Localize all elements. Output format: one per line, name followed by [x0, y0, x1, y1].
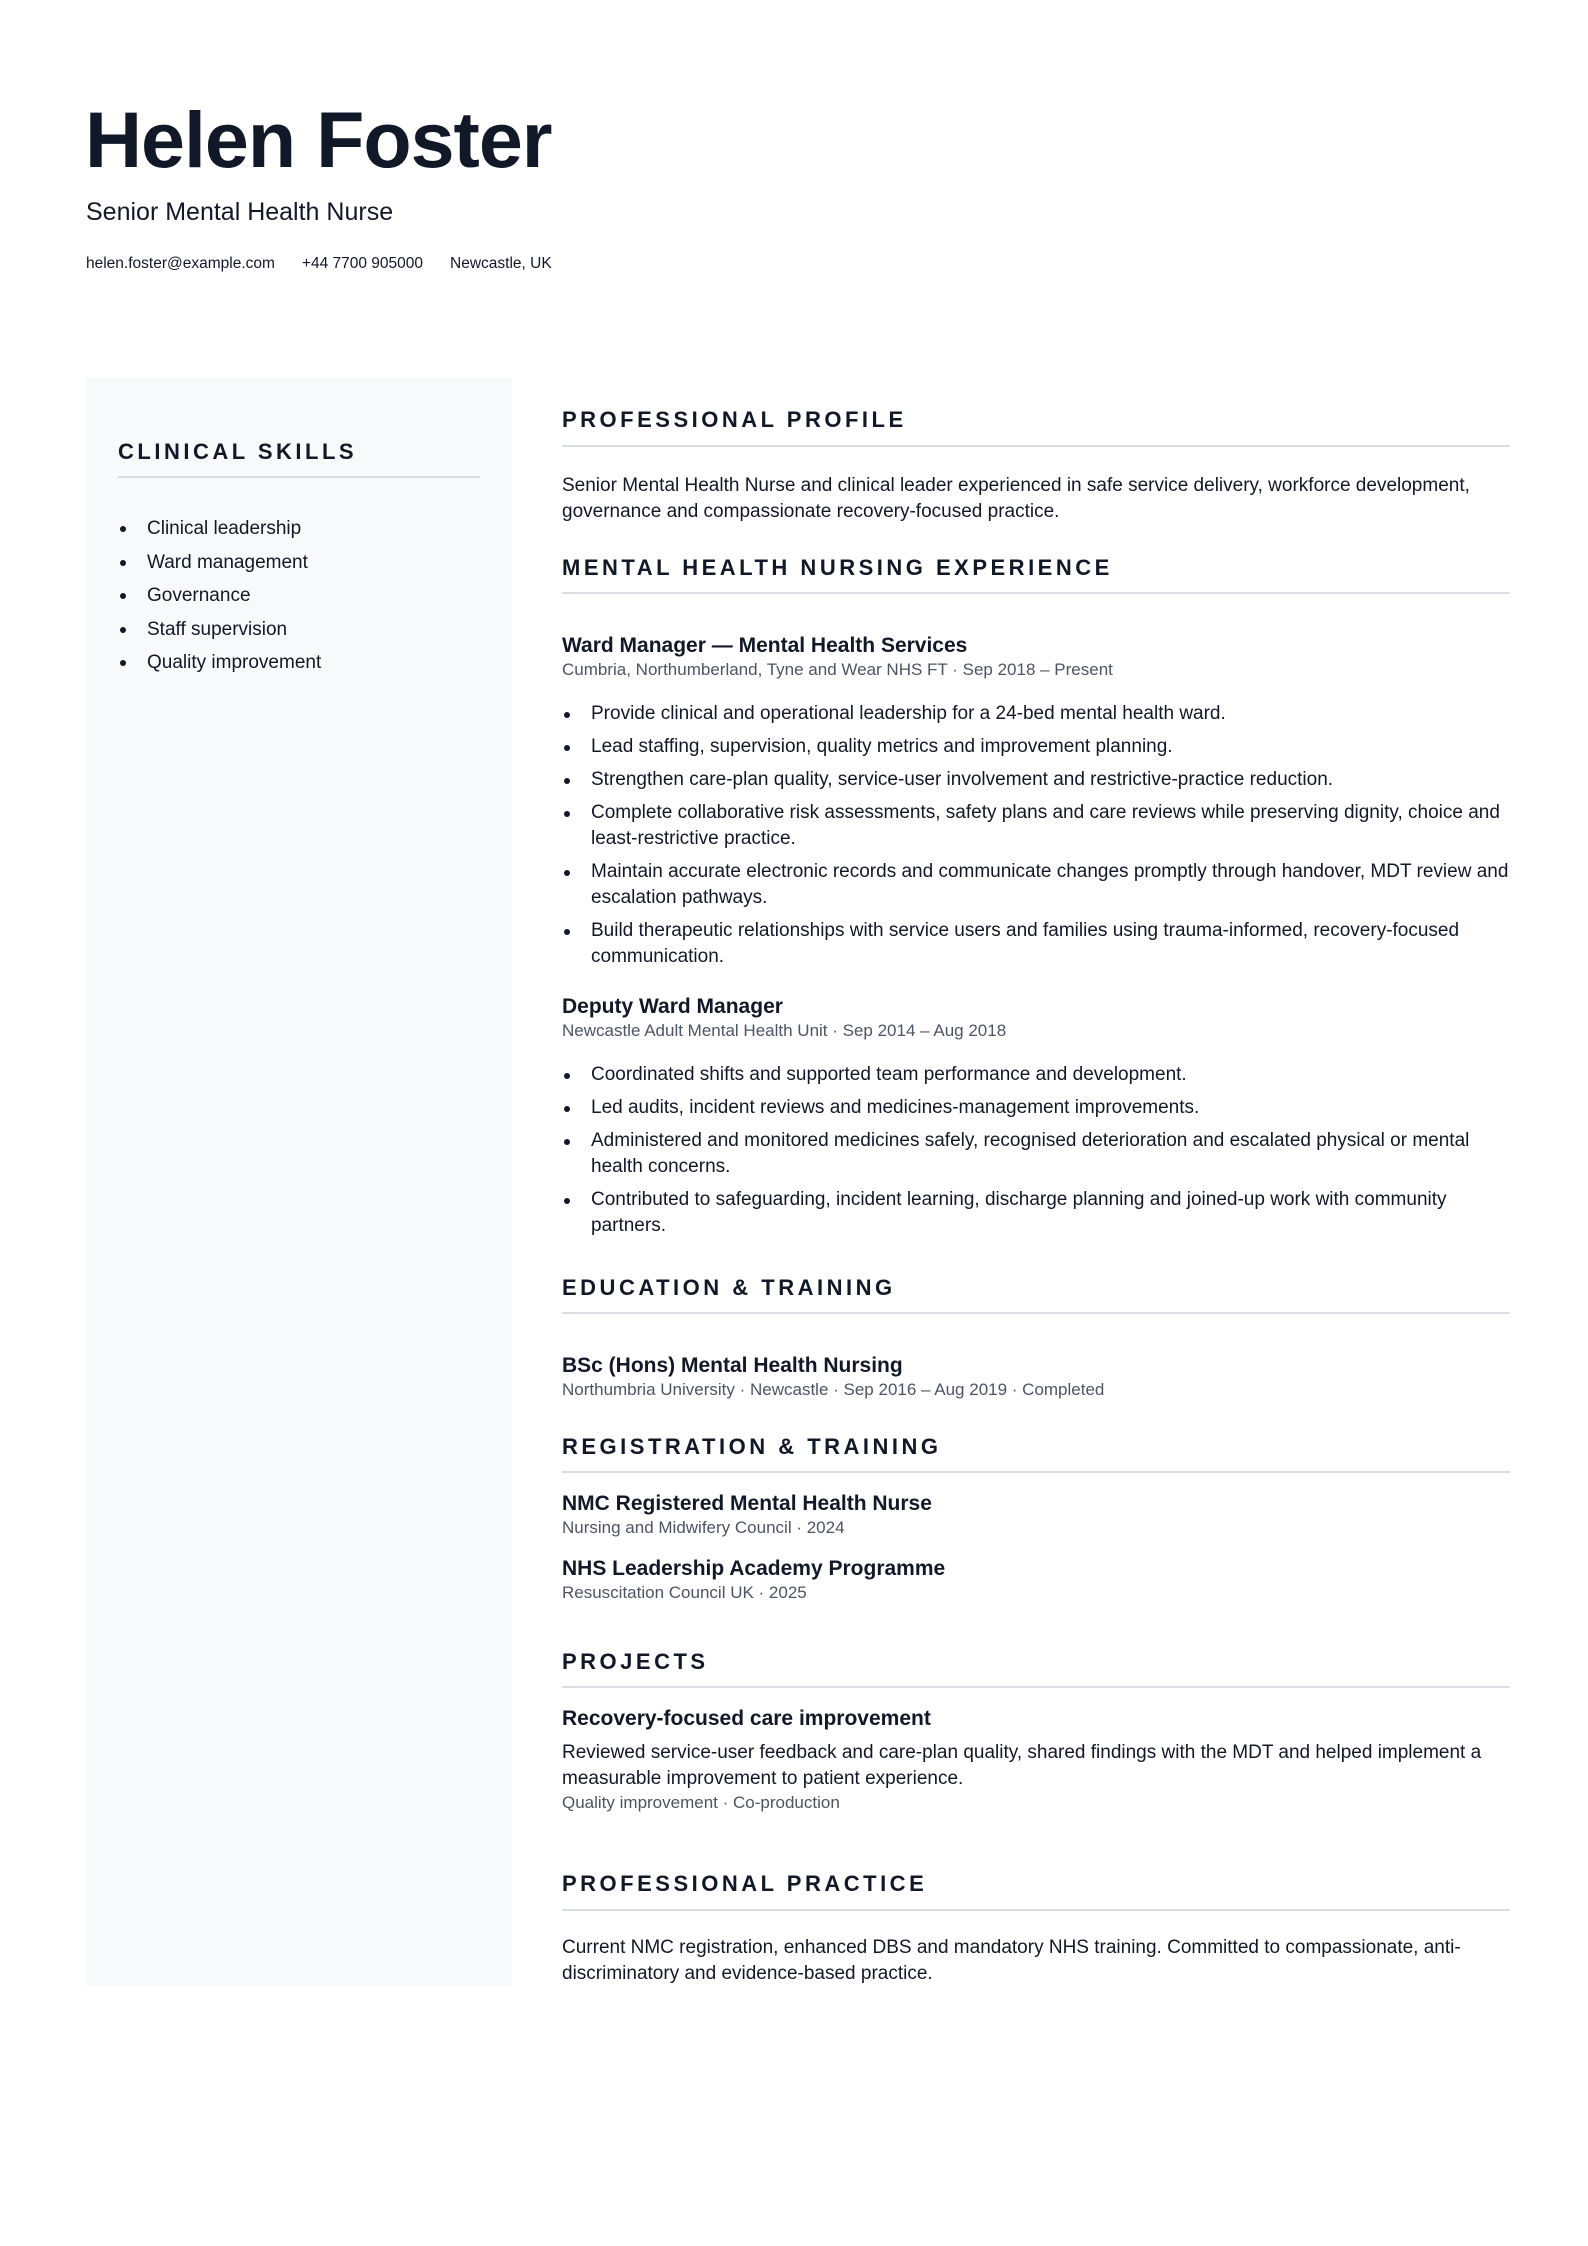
- profile-text: Senior Mental Health Nurse and clinical leader experienced in safe service delivery, workforce development, governance and compassionate recovery-focused practice.: [562, 475, 1470, 522]
- registration-heading: REGISTRATION & TRAINING: [562, 1434, 942, 1459]
- job-bullet: Administered and monitored medicines safely, recognised deterioration and escalated physical or mental health concerns.: [562, 1128, 1510, 1180]
- practice-divider: [562, 1909, 1510, 1911]
- job-meta: Cumbria, Northumberland, Tyne and Wear NHS FT · Sep 2018 – Present: [562, 660, 1113, 679]
- job-meta: Newcastle Adult Mental Health Unit · Sep 2014 – Aug 2018: [562, 1021, 1007, 1040]
- practice-heading: PROFESSIONAL PRACTICE: [562, 1871, 928, 1896]
- candidate-name: Helen Foster: [85, 95, 552, 184]
- job-bullet: Lead staffing, supervision, quality metrics and improvement planning.: [562, 734, 1510, 760]
- education-divider: [562, 1312, 1510, 1314]
- job-bullets: [562, 701, 1510, 977]
- contact-email: helen.foster@example.com: [86, 255, 275, 272]
- projects-heading: PROJECTS: [562, 1649, 709, 1674]
- profile-heading: PROFESSIONAL PROFILE: [562, 407, 907, 432]
- skill-item: Quality improvement: [118, 646, 321, 680]
- project-title: Recovery-focused care improvement: [562, 1707, 931, 1730]
- registration-title: NHS Leadership Academy Programme: [562, 1557, 946, 1580]
- degree-meta: Northumbria University · Newcastle · Sep 2016 – Aug 2019 · Completed: [562, 1380, 1105, 1399]
- practice-text: Current NMC registration, enhanced DBS and mandatory NHS training. Committed to compassionate, anti-discriminatory and evidence-based practice.: [562, 1937, 1461, 1984]
- job-bullet: Coordinated shifts and supported team performance and development.: [562, 1062, 1510, 1088]
- contact-location: Newcastle, UK: [450, 255, 552, 272]
- experience-heading: MENTAL HEALTH NURSING EXPERIENCE: [562, 555, 1113, 580]
- registration-title: NMC Registered Mental Health Nurse: [562, 1492, 932, 1515]
- contact-row: [86, 254, 579, 274]
- job-bullet: Led audits, incident reviews and medicines-management improvements.: [562, 1095, 1510, 1121]
- candidate-role: Senior Mental Health Nurse: [86, 198, 394, 226]
- job-bullet: Contributed to safeguarding, incident learning, discharge planning and joined-up work with community partners.: [562, 1187, 1510, 1239]
- skills-heading: CLINICAL SKILLS: [118, 439, 358, 464]
- project-text: Reviewed service-user feedback and care-plan quality, shared findings with the MDT and helped implement a measurable improvement to patient experience.: [562, 1742, 1482, 1789]
- job-bullet: Complete collaborative risk assessments, safety plans and care reviews while preserving dignity, choice and least-restrictive practice.: [562, 800, 1510, 852]
- job-bullet: Maintain accurate electronic records and communicate changes promptly through handover, MDT review and escalation pathways.: [562, 859, 1510, 911]
- skill-item: Ward management: [118, 546, 321, 580]
- job-bullet: Strengthen care-plan quality, service-user involvement and restrictive-practice reduction.: [562, 767, 1510, 793]
- education-heading: EDUCATION & TRAINING: [562, 1275, 896, 1300]
- registration-divider: [562, 1471, 1510, 1473]
- skills-list: [118, 512, 321, 680]
- registration-meta: Resuscitation Council UK · 2025: [562, 1583, 807, 1602]
- job-bullet: Build therapeutic relationships with service users and families using trauma-informed, recovery-focused communication.: [562, 918, 1510, 970]
- job-bullet: Provide clinical and operational leadership for a 24-bed mental health ward.: [562, 701, 1510, 727]
- job-title: Deputy Ward Manager: [562, 995, 783, 1018]
- sidebar: [86, 378, 512, 1986]
- job-bullets: [562, 1062, 1510, 1246]
- skill-item: Clinical leadership: [118, 512, 321, 546]
- degree-title: BSc (Hons) Mental Health Nursing: [562, 1354, 903, 1377]
- experience-divider: [562, 592, 1510, 594]
- profile-divider: [562, 445, 1510, 447]
- skill-item: Governance: [118, 579, 321, 613]
- project-tags: Quality improvement · Co-production: [562, 1793, 840, 1812]
- skills-divider: [118, 476, 480, 478]
- contact-phone: +44 7700 905000: [301, 255, 424, 272]
- registration-meta: Nursing and Midwifery Council · 2024: [562, 1518, 845, 1537]
- projects-divider: [562, 1686, 1510, 1688]
- job-title: Ward Manager — Mental Health Services: [562, 634, 968, 657]
- skill-item: Staff supervision: [118, 613, 321, 647]
